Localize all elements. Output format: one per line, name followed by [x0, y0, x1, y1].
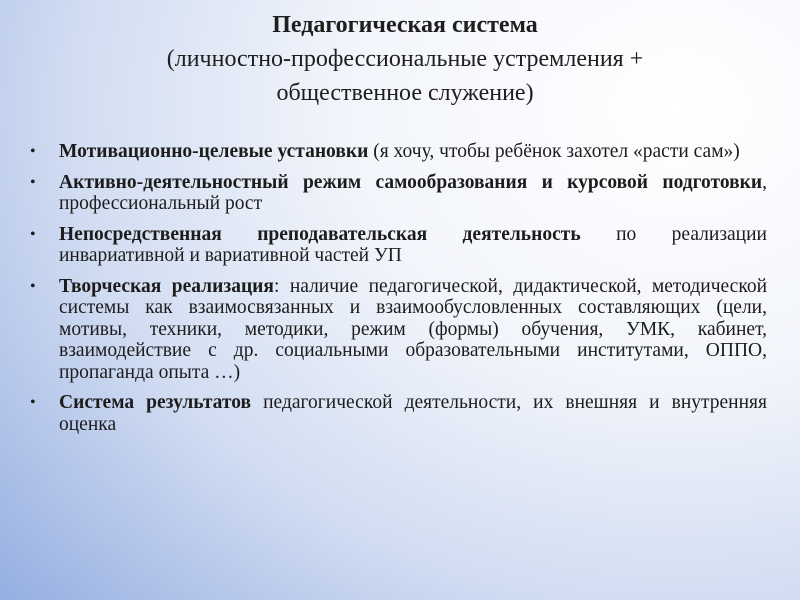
bullet-icon: • [30, 173, 36, 191]
bullet-term: Система результатов [59, 392, 252, 413]
bullet-term: Мотивационно-целевые установки [59, 141, 369, 162]
title-subtitle-line-1: (личностно-профессиональные устремления + [166, 46, 644, 72]
bullet-text: по реализации инвариативной и вариативной частей УП [59, 223, 767, 266]
bullet-text: педагогической деятельности, их внешняя и внутренняя оценка [59, 392, 767, 435]
bullet-text: : наличие педагогической, дидактической, методической системы как взаимосвязанных и взаимообусловленных составляющих (цели, мотивы, техники, методики, режим (формы) обучения, УМК, кабинет, взаимодействие с др. социальными образовательными институтами, ОППО, пропаганда опыта …) [59, 275, 768, 383]
bullet-icon: • [30, 225, 36, 243]
bullet-term: Активно-деятельностный режим самообразования и курсовой подготовки [59, 171, 763, 193]
bullet-item-teaching-activity [30, 224, 767, 267]
slide-title [60, 8, 750, 110]
bullet-list [30, 141, 767, 444]
title-main: Педагогическая система [272, 12, 538, 38]
bullet-term: Непосредственная преподавательская деятельность [59, 223, 581, 245]
bullet-icon: • [30, 143, 36, 160]
bullet-text: , профессиональный рост [59, 171, 767, 214]
bullet-item-self-education [30, 172, 767, 215]
bullet-item-creative-realization [30, 276, 767, 384]
bullet-term: Творческая реализация [59, 275, 274, 297]
bullet-icon: • [30, 277, 36, 295]
title-subtitle-line-2: общественное служение) [276, 80, 534, 106]
bullet-item-results-system [30, 392, 767, 435]
bullet-text: (я хочу, чтобы ребёнок захотел «расти сам») [368, 141, 740, 162]
bullet-item-motivation [30, 141, 767, 163]
bullet-icon: • [30, 394, 36, 411]
